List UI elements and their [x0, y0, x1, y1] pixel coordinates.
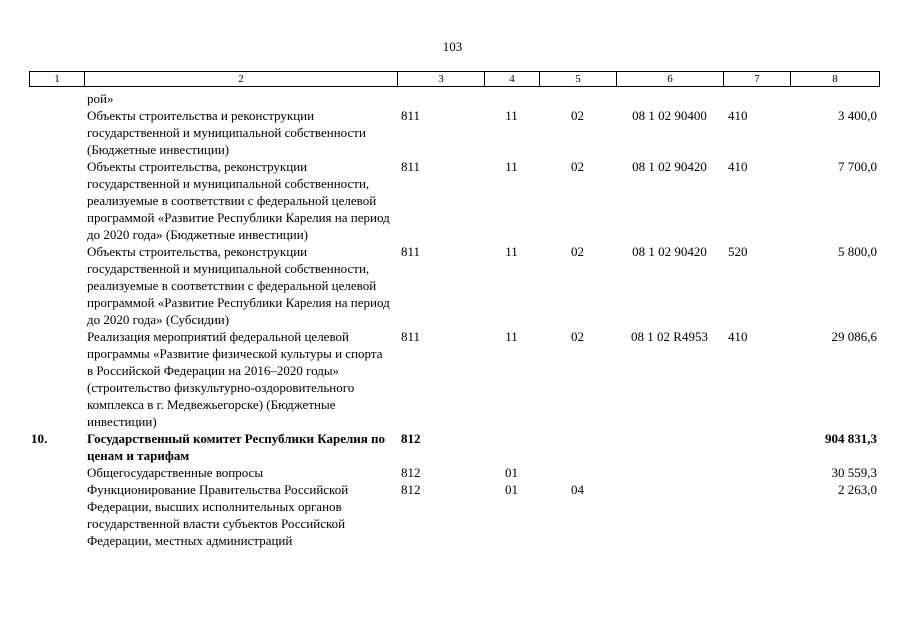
row-expense-type: 410 — [728, 159, 748, 174]
row-target-article — [616, 430, 723, 464]
row-grbs-code: 812 — [401, 465, 421, 480]
header-col-1: 1 — [30, 72, 85, 87]
row-amount: 904 831,3 — [825, 431, 877, 446]
row-number — [29, 90, 84, 107]
table-row — [29, 481, 879, 549]
row-target-article: 08 1 02 90420 — [632, 244, 707, 259]
row-subsection-code: 02 — [571, 159, 584, 174]
header-col-3: 3 — [398, 72, 485, 87]
row-section-code — [484, 90, 539, 107]
row-target-article: 08 1 02 90420 — [632, 159, 707, 174]
header-col-2: 2 — [85, 72, 398, 87]
row-target-article: 08 1 02 R4953 — [631, 329, 708, 344]
row-target-article — [616, 90, 723, 107]
row-grbs-code: 811 — [401, 108, 421, 123]
row-grbs-code: 811 — [401, 329, 421, 344]
row-name: Объекты строительства, реконструкции государственной и муниципальной собственности, реализуемые в соответствии с федеральной целевой программой «Развитие Республики Карелия на период до 2020 года» (Субсидии) — [87, 244, 390, 327]
row-subsection-code — [539, 430, 616, 464]
row-grbs-code: 811 — [401, 159, 421, 174]
table-row — [29, 107, 879, 158]
row-section-code: 11 — [505, 108, 518, 123]
row-number — [29, 464, 84, 481]
row-name: Функционирование Правительства Российской Федерации, высших исполнительных органов государственной власти субъектов Российской Федерации, местных администраций — [87, 482, 349, 548]
row-name: Государственный комитет Республики Карелия по ценам и тарифам — [87, 431, 386, 463]
row-number: 10. — [31, 431, 48, 446]
table-row — [29, 90, 879, 107]
row-name: Общегосударственные вопросы — [87, 465, 264, 480]
row-subsection-code: 02 — [571, 244, 584, 259]
row-amount — [790, 90, 879, 107]
header-col-4: 4 — [485, 72, 540, 87]
row-grbs-code — [397, 90, 484, 107]
row-section-code: 01 — [505, 482, 518, 497]
row-amount: 30 559,3 — [831, 465, 877, 480]
row-amount: 5 800,0 — [838, 244, 877, 259]
row-expense-type — [723, 464, 790, 481]
row-target-article — [616, 481, 723, 549]
column-number-header — [29, 71, 880, 87]
row-number — [29, 481, 84, 549]
header-row — [30, 72, 880, 87]
row-expense-type: 520 — [728, 244, 748, 259]
table-row — [29, 243, 879, 328]
row-expense-type: 410 — [728, 108, 748, 123]
row-expense-type — [723, 430, 790, 464]
row-section-code: 01 — [505, 465, 518, 480]
row-number — [29, 158, 84, 243]
row-expense-type — [723, 481, 790, 549]
row-number — [29, 328, 84, 430]
row-name: Объекты строительства, реконструкции государственной и муниципальной собственности, реализуемые в соответствии с федеральной целевой программой «Развитие Республики Карелия на период до 2020 года» (Бюджетные инвестиции) — [87, 159, 390, 242]
header-col-6: 6 — [617, 72, 724, 87]
row-name: Реализация мероприятий федеральной целевой программы «Развитие физической культуры и спорта в Российской Федерации на 2016–2020 годы» (строительство физкультурно-оздоровительного комплекса в г. Медвежьегорске) (Бюджетные инвестиции) — [87, 329, 383, 429]
row-number — [29, 243, 84, 328]
table-row — [29, 158, 879, 243]
row-amount: 29 086,6 — [831, 329, 877, 344]
row-section-code: 11 — [505, 244, 518, 259]
row-section-code — [484, 430, 539, 464]
row-subsection-code — [539, 90, 616, 107]
header-col-5: 5 — [540, 72, 617, 87]
row-subsection-code: 04 — [571, 482, 584, 497]
table-row — [29, 464, 879, 481]
row-section-code: 11 — [505, 159, 518, 174]
row-grbs-code: 812 — [401, 482, 421, 497]
table-row — [29, 430, 879, 464]
row-section-code: 11 — [505, 329, 518, 344]
row-subsection-code: 02 — [571, 108, 584, 123]
row-target-article: 08 1 02 90400 — [632, 108, 707, 123]
row-name: Объекты строительства и реконструкции государственной и муниципальной собственности (Бюджетные инвестиции) — [87, 108, 366, 157]
row-subsection-code — [539, 464, 616, 481]
row-name: рой» — [87, 91, 114, 106]
row-grbs-code: 812 — [401, 431, 421, 446]
header-col-8: 8 — [791, 72, 880, 87]
row-grbs-code: 811 — [401, 244, 421, 259]
page-number: 103 — [442, 39, 463, 54]
row-expense-type: 410 — [728, 329, 748, 344]
header-col-7: 7 — [724, 72, 791, 87]
row-amount: 3 400,0 — [838, 108, 877, 123]
row-amount: 2 263,0 — [838, 482, 877, 497]
row-expense-type — [723, 90, 790, 107]
row-amount: 7 700,0 — [838, 159, 877, 174]
budget-table — [29, 90, 879, 549]
row-target-article — [616, 464, 723, 481]
row-number — [29, 107, 84, 158]
row-subsection-code: 02 — [571, 329, 584, 344]
table-row — [29, 328, 879, 430]
